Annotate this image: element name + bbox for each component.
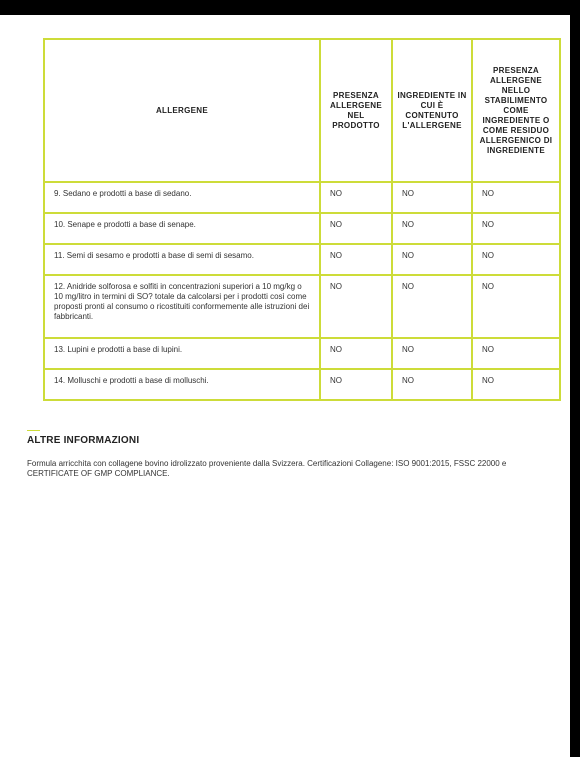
cell-prodotto: NO [320,213,392,244]
section-text: Formula arricchita con collagene bovino idrolizzato proveniente dalla Svizzera. Certificazioni Collagene: ISO 9001:2015, FSSC 22000 e CERTIFICATE OF GMP COMPLIANCE. [27,459,507,478]
header-presenza-stabilimento: PRESENZA ALLERGENE NELLO STABILIMENTO COME INGREDIENTE O COME RESIDUO ALLERGENICO DI INGREDIENTE [472,39,560,182]
allergen-table [43,38,561,401]
header-ingrediente: INGREDIENTE IN CUI È CONTENUTO L'ALLERGENE [392,39,472,182]
cell-prodotto: NO [320,369,392,400]
cell-prodotto: NO [320,182,392,213]
cell-ingrediente: NO [392,182,472,213]
table-row [44,338,560,369]
cell-ingrediente: NO [392,213,472,244]
table-row [44,244,560,275]
cell-ingrediente: NO [392,275,472,338]
cell-ingrediente: NO [392,244,472,275]
section-title: ALTRE INFORMAZIONI [27,435,140,446]
cell-allergene: 11. Semi di sesamo e prodotti a base di semi di sesamo. [44,244,320,275]
cell-allergene: 14. Molluschi e prodotti a base di molluschi. [44,369,320,400]
cell-stabilimento: NO [472,338,560,369]
table-row [44,275,560,338]
section-accent-line [27,430,40,431]
table-row [44,213,560,244]
cell-allergene: 13. Lupini e prodotti a base di lupini. [44,338,320,369]
cell-allergene: 9. Sedano e prodotti a base di sedano. [44,182,320,213]
document-page [0,15,570,757]
table-header-row [44,39,560,182]
cell-prodotto: NO [320,275,392,338]
cell-stabilimento: NO [472,369,560,400]
cell-stabilimento: NO [472,213,560,244]
table-row [44,182,560,213]
cell-stabilimento: NO [472,275,560,338]
table-row [44,369,560,400]
cell-ingrediente: NO [392,338,472,369]
cell-allergene: 12. Anidride solforosa e solfiti in concentrazioni superiori a 10 mg/kg o 10 mg/litro in termini di SO? totale da calcolarsi per i prodotti così come proposti pronti al consumo o ricostituiti conformemente alle istruzioni dei fabbricanti. [44,275,320,338]
cell-prodotto: NO [320,338,392,369]
cell-ingrediente: NO [392,369,472,400]
header-allergene: ALLERGENE [44,39,320,182]
cell-stabilimento: NO [472,182,560,213]
header-presenza-prodotto: PRESENZA ALLERGENE NEL PRODOTTO [320,39,392,182]
cell-allergene: 10. Senape e prodotti a base di senape. [44,213,320,244]
cell-stabilimento: NO [472,244,560,275]
cell-prodotto: NO [320,244,392,275]
